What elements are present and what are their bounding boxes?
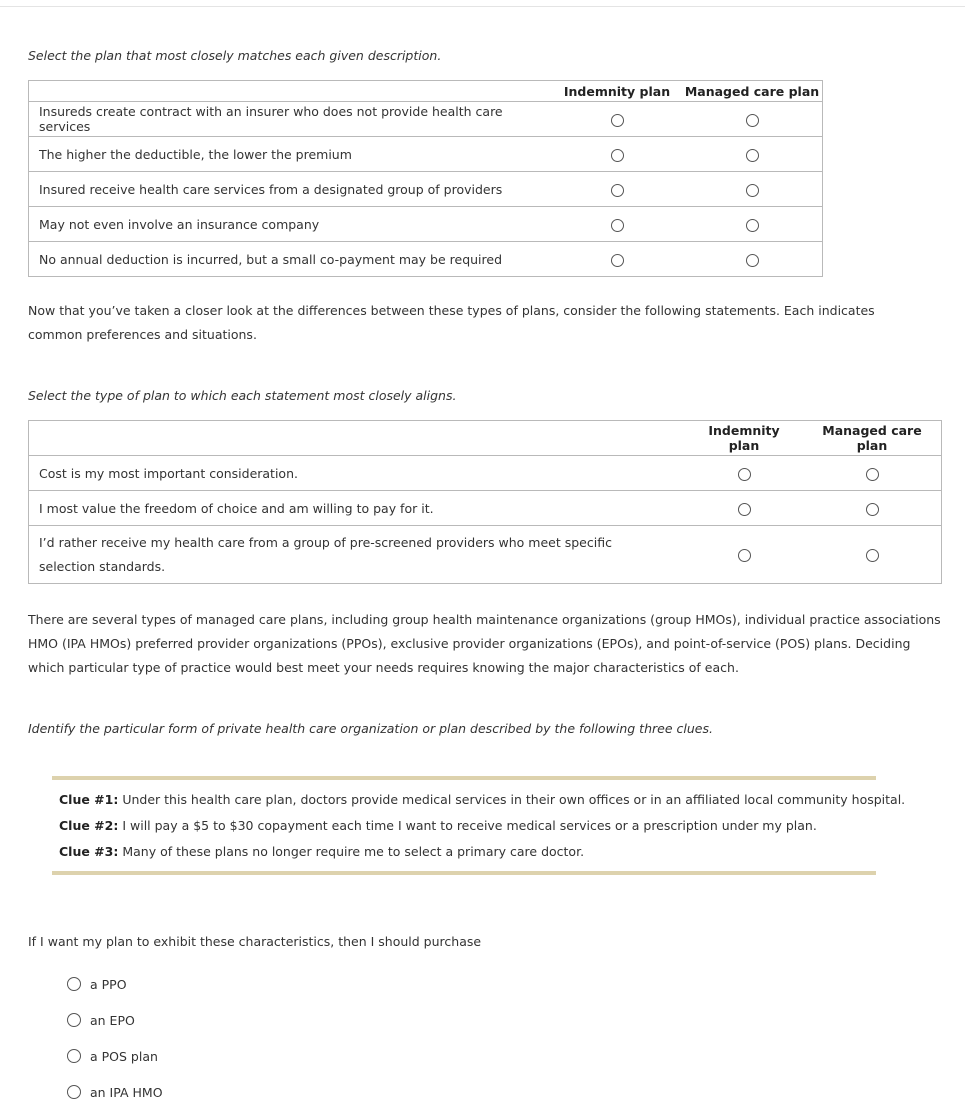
q2-row2-managed-cell bbox=[803, 491, 942, 526]
clue-3-text: Many of these plans no longer require me to select a primary care doctor. bbox=[122, 844, 585, 859]
q2-header-row bbox=[29, 421, 942, 456]
q1-row3-indemnity-radio[interactable] bbox=[611, 184, 624, 197]
q1-row-label: The higher the deductible, the lower the premium bbox=[29, 137, 553, 172]
q1-col-indemnity: Indemnity plan bbox=[552, 81, 682, 102]
option-pos-label: a POS plan bbox=[90, 1048, 158, 1064]
q1-row5-indemnity-radio[interactable] bbox=[611, 254, 624, 267]
q1-col-managed: Managed care plan bbox=[682, 81, 823, 102]
q2-row2-managed-radio[interactable] bbox=[866, 503, 879, 516]
q1-row bbox=[29, 172, 823, 207]
q2-row-label: Cost is my most important consideration. bbox=[29, 456, 686, 491]
q1-row4-managed-radio[interactable] bbox=[746, 219, 759, 232]
clue-2-text: I will pay a $5 to $30 copayment each time I want to receive medical services or a prescription under my plan. bbox=[122, 818, 817, 833]
q1-row4-indemnity-cell bbox=[552, 207, 682, 242]
option-pos[interactable] bbox=[67, 1048, 158, 1064]
q2-row2-indemnity-radio[interactable] bbox=[738, 503, 751, 516]
q2-instruction: Select the type of plan to which each statement most closely aligns. bbox=[28, 388, 457, 403]
option-ipa-hmo-label: an IPA HMO bbox=[90, 1084, 163, 1100]
q1-row1-managed-radio[interactable] bbox=[746, 114, 759, 127]
option-ppo[interactable] bbox=[67, 976, 127, 992]
clue-3-label: Clue #3: bbox=[59, 844, 119, 859]
q1-row2-managed-radio[interactable] bbox=[746, 149, 759, 162]
q2-row bbox=[29, 526, 942, 584]
q2-col-managed-label: Managed care plan bbox=[822, 423, 922, 453]
option-epo-label: an EPO bbox=[90, 1012, 135, 1028]
clue-1-label: Clue #1: bbox=[59, 792, 119, 807]
q1-row-label: Insureds create contract with an insurer who does not provide health care services bbox=[29, 102, 553, 137]
q2-row3-indemnity-cell bbox=[685, 526, 803, 584]
q1-row4-indemnity-radio[interactable] bbox=[611, 219, 624, 232]
q2-row-label bbox=[29, 526, 686, 584]
q1-row-label: No annual deduction is incurred, but a small co-payment may be required bbox=[29, 242, 553, 277]
q1-header-row bbox=[29, 81, 823, 102]
q2-col-indemnity-label: Indemnity plan bbox=[708, 423, 780, 453]
q2-table bbox=[28, 420, 942, 584]
q1-row3-indemnity-cell bbox=[552, 172, 682, 207]
q2-row3-indemnity-radio[interactable] bbox=[738, 549, 751, 562]
q1-table bbox=[28, 80, 823, 277]
q1-row2-managed-cell bbox=[682, 137, 823, 172]
top-divider bbox=[0, 6, 965, 7]
q2-row bbox=[29, 491, 942, 526]
q1-row bbox=[29, 242, 823, 277]
q2-row1-managed-radio[interactable] bbox=[866, 468, 879, 481]
q2-col-managed bbox=[803, 421, 942, 456]
transition-text: Now that you’ve taken a closer look at the differences between these types of plans, consider the following statements. Each indicates common preferences and situations. bbox=[28, 303, 875, 342]
option-ppo-radio[interactable] bbox=[67, 977, 81, 991]
q1-row3-managed-radio[interactable] bbox=[746, 184, 759, 197]
q1-row1-indemnity-cell bbox=[552, 102, 682, 137]
q2-col-indemnity bbox=[685, 421, 803, 456]
q2-row2-indemnity-cell bbox=[685, 491, 803, 526]
q3-prompt: If I want my plan to exhibit these characteristics, then I should purchase bbox=[28, 934, 482, 949]
q1-row bbox=[29, 102, 823, 137]
q2-row1-managed-cell bbox=[803, 456, 942, 491]
q2-row bbox=[29, 456, 942, 491]
q1-row5-managed-cell bbox=[682, 242, 823, 277]
q1-row4-managed-cell bbox=[682, 207, 823, 242]
option-ipa-hmo[interactable] bbox=[67, 1084, 163, 1100]
q1-instruction: Select the plan that most closely matches each given description. bbox=[28, 48, 442, 63]
q1-row3-managed-cell bbox=[682, 172, 823, 207]
clue-1 bbox=[59, 792, 905, 807]
option-ppo-label: a PPO bbox=[90, 976, 127, 992]
q1-row-label: May not even involve an insurance company bbox=[29, 207, 553, 242]
q2-header-empty bbox=[29, 421, 686, 456]
option-epo[interactable] bbox=[67, 1012, 135, 1028]
q1-row1-managed-cell bbox=[682, 102, 823, 137]
q1-row5-managed-radio[interactable] bbox=[746, 254, 759, 267]
q1-row bbox=[29, 137, 823, 172]
clue-2 bbox=[59, 818, 817, 833]
q1-row bbox=[29, 207, 823, 242]
q2-row-label: I most value the freedom of choice and am willing to pay for it. bbox=[29, 491, 686, 526]
clue-3 bbox=[59, 844, 584, 859]
q1-row5-indemnity-cell bbox=[552, 242, 682, 277]
q2-row1-indemnity-cell bbox=[685, 456, 803, 491]
clue-2-label: Clue #2: bbox=[59, 818, 119, 833]
q2-row3-managed-radio[interactable] bbox=[866, 549, 879, 562]
clue-box bbox=[52, 776, 906, 875]
q1-row2-indemnity-cell bbox=[552, 137, 682, 172]
q1-row1-indemnity-radio[interactable] bbox=[611, 114, 624, 127]
q2-row3-managed-cell bbox=[803, 526, 942, 584]
q2-row1-indemnity-radio[interactable] bbox=[738, 468, 751, 481]
q1-header-empty bbox=[29, 81, 553, 102]
option-ipa-hmo-radio[interactable] bbox=[67, 1085, 81, 1099]
q3-instruction: Identify the particular form of private health care organization or plan described by the following three clues. bbox=[28, 721, 713, 736]
q1-row2-indemnity-radio[interactable] bbox=[611, 149, 624, 162]
option-epo-radio[interactable] bbox=[67, 1013, 81, 1027]
managed-care-intro: There are several types of managed care plans, including group health maintenance organizations (group HMOs), individual practice associations HMO (IPA HMOs) preferred provider organizations (PPOs), exclusive provider organizations (EPOs), and point-of-service (POS) plans. Deciding which particular type of practice would best meet your needs requires knowing the major characteristics of each. bbox=[28, 612, 941, 675]
clue-1-text: Under this health care plan, doctors provide medical services in their own offices or in an affiliated local community hospital. bbox=[122, 792, 906, 807]
q1-row-label: Insured receive health care services from a designated group of providers bbox=[29, 172, 553, 207]
option-pos-radio[interactable] bbox=[67, 1049, 81, 1063]
q2-row3-text: I’d rather receive my health care from a group of pre-screened providers who meet specific selection standards. bbox=[39, 534, 612, 574]
